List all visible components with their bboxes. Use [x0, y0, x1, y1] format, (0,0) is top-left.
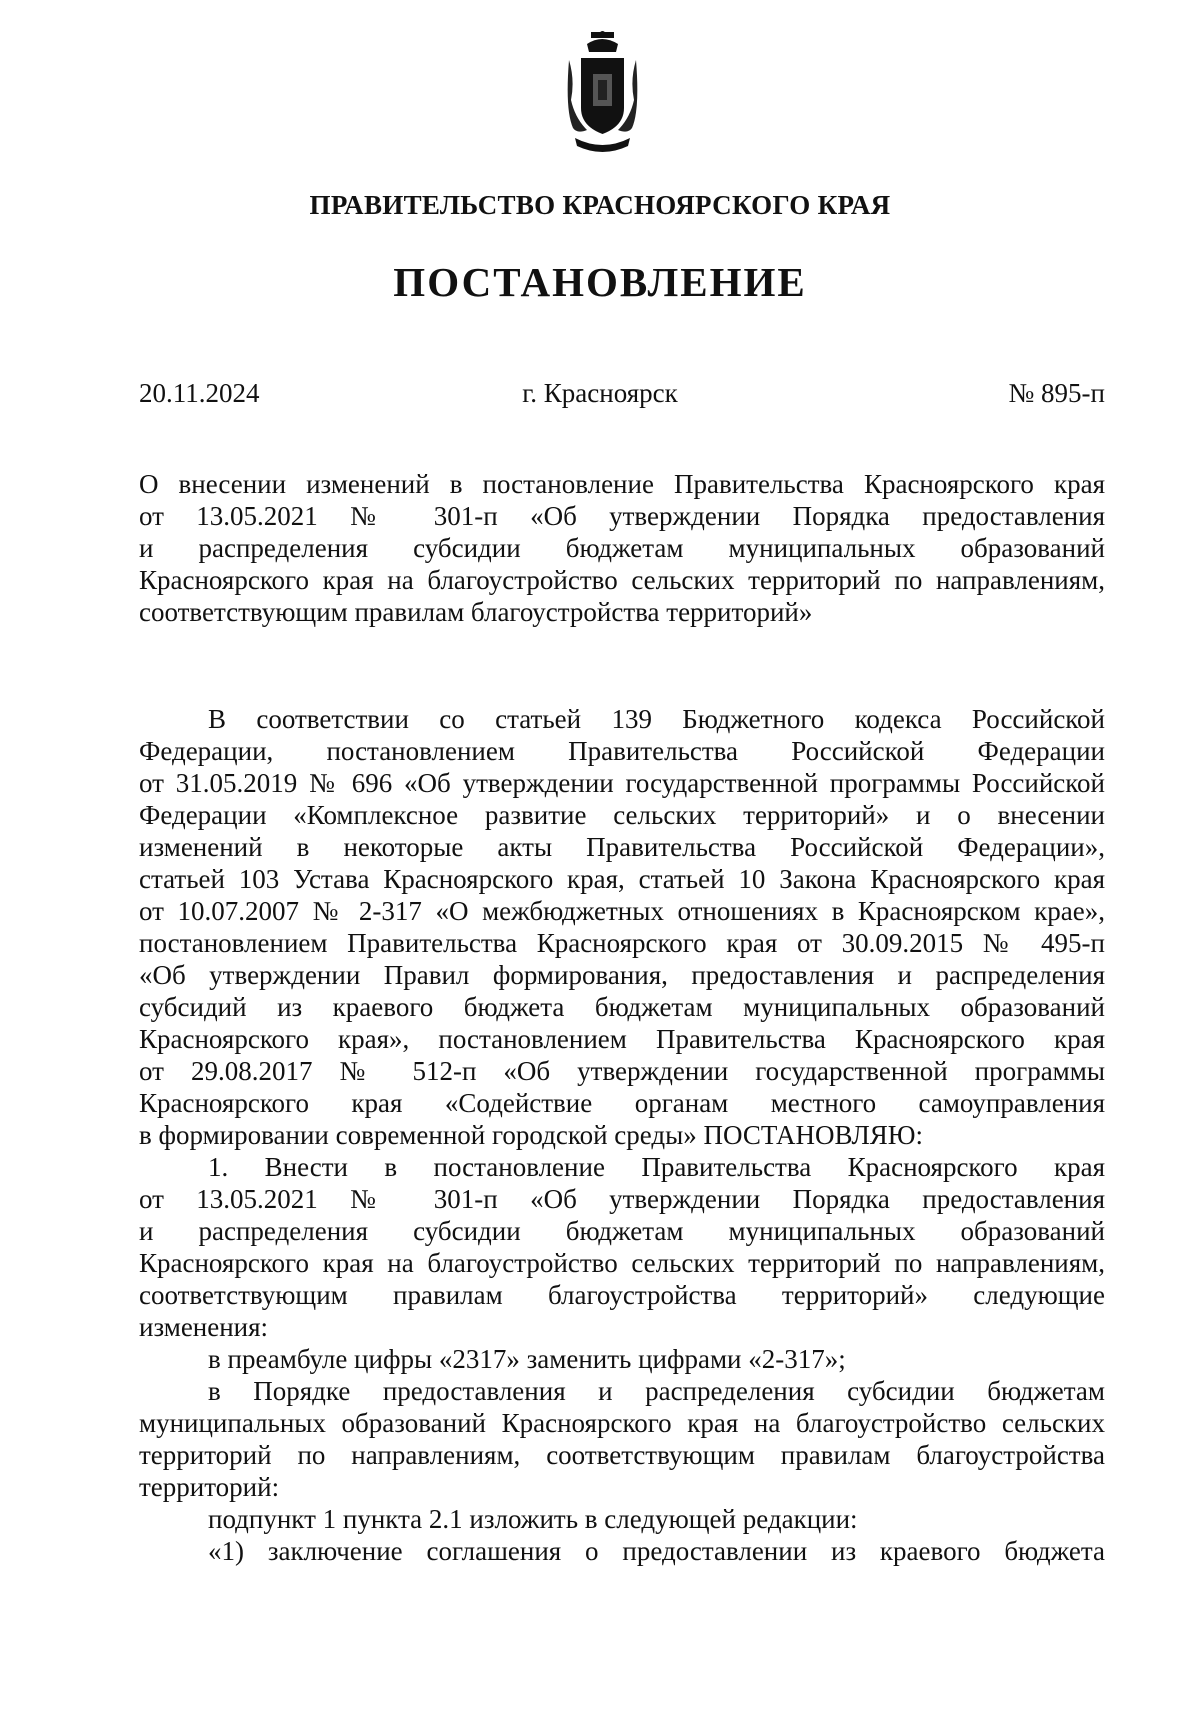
- organization-name: ПРАВИТЕЛЬСТВО КРАСНОЯРСКОГО КРАЯ: [309, 190, 891, 220]
- body-line: «1) заключение соглашения о предоставлении из краевого бюджета: [208, 1536, 1105, 1566]
- body-line: муниципальных образований Красноярского края на благоустройство сельских: [139, 1408, 1105, 1438]
- body-line: территорий по направлениям, соответствующим правилам благоустройства: [139, 1440, 1105, 1470]
- body-line: соответствующим правилам благоустройства территорий» следующие: [139, 1280, 1105, 1310]
- title-line: и распределения субсидии бюджетам муниципальных образований: [139, 533, 1105, 563]
- body-line: изменения:: [139, 1312, 269, 1342]
- body-line: изменений в некоторые акты Правительства Российской Федерации»,: [139, 832, 1105, 862]
- body-line: постановлением Правительства Красноярского края от 30.09.2015 № 495-п: [139, 928, 1105, 958]
- body-line: территорий:: [139, 1472, 280, 1502]
- body-line: Красноярского края «Содействие органам местного самоуправления: [139, 1088, 1105, 1118]
- body-line: подпункт 1 пункта 2.1 изложить в следующей редакции:: [208, 1504, 858, 1534]
- body-line: субсидий из краевого бюджета бюджетам муниципальных образований: [139, 992, 1105, 1022]
- body-line: от 29.08.2017 № 512-п «Об утверждении государственной программы: [139, 1056, 1105, 1086]
- title-line: О внесении изменений в постановление Правительства Красноярского края: [139, 469, 1105, 499]
- body-line: от 31.05.2019 № 696 «Об утверждении государственной программы Российской: [139, 768, 1105, 798]
- title-line: Красноярского края на благоустройство сельских территорий по направлениям,: [139, 565, 1105, 595]
- document-number: № 895-п: [1008, 378, 1105, 408]
- body-line: Красноярского края», постановлением Правительства Красноярского края: [139, 1024, 1105, 1054]
- body-line: Красноярского края на благоустройство сельских территорий по направлениям,: [139, 1248, 1105, 1278]
- title-line: от 13.05.2021 № 301-п «Об утверждении Порядка предоставления: [139, 501, 1105, 531]
- body-line: в формировании современной городской среды» ПОСТАНОВЛЯЮ:: [139, 1120, 924, 1150]
- body-line: статьей 103 Устава Красноярского края, статьей 10 Закона Красноярского края: [139, 864, 1105, 894]
- document-city: г. Красноярск: [522, 378, 678, 408]
- body-line: Федерации «Комплексное развитие сельских территорий» и о внесении: [139, 800, 1105, 830]
- body-line: в преамбуле цифры «2317» заменить цифрами «2-317»;: [208, 1344, 846, 1374]
- body-line: Федерации, постановлением Правительства Российской Федерации: [139, 736, 1105, 766]
- document-type-heading: ПОСТАНОВЛЕНИЕ: [393, 259, 807, 305]
- body-line: 1. Внести в постановление Правительства Красноярского края: [208, 1152, 1105, 1182]
- body-line: от 10.07.2007 № 2-317 «О межбюджетных отношениях в Красноярском крае»,: [139, 896, 1105, 926]
- title-line: соответствующим правилам благоустройства территорий»: [139, 597, 813, 627]
- coat-of-arms-icon: [565, 30, 640, 155]
- body-line: и распределения субсидии бюджетам муниципальных образований: [139, 1216, 1105, 1246]
- body-line: в Порядке предоставления и распределения субсидии бюджетам: [208, 1376, 1105, 1406]
- body-line: от 13.05.2021 № 301-п «Об утверждении Порядка предоставления: [139, 1184, 1105, 1214]
- document-date: 20.11.2024: [139, 378, 260, 408]
- body-line: В соответствии со статьей 139 Бюджетного кодекса Российской: [208, 704, 1105, 734]
- body-line: «Об утверждении Правил формирования, предоставления и распределения: [139, 960, 1105, 990]
